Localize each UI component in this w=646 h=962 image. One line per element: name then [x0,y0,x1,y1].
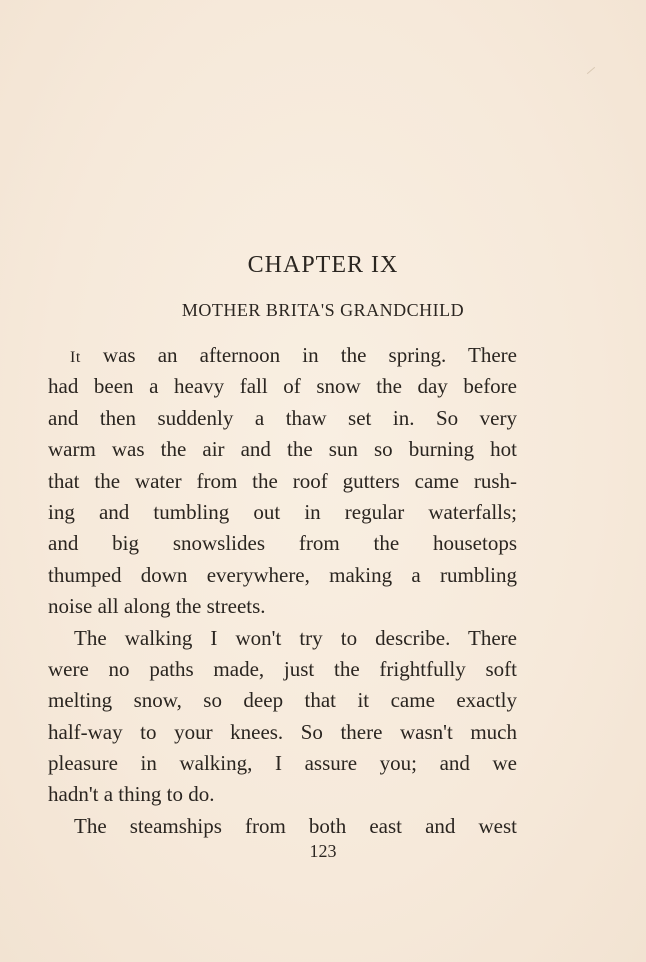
page-blemish [587,67,595,74]
body-text [48,340,517,842]
text-line: It was an afternoon in the spring. There [70,343,517,367]
chapter-heading: CHAPTER IX [247,252,399,278]
text-line: pleasure in walking, I assure you; and we [48,751,517,776]
page-number: 123 [309,841,337,861]
small-caps-opening: It [70,349,81,366]
text-line: and big snowslides from the housetops [48,531,517,556]
text-line: The walking I won't try to describe. There [74,625,517,650]
text-line: were no paths made, just the frightfully soft [48,656,517,681]
text-line: had been a heavy fall of snow the day before [48,374,517,399]
text-line: and then suddenly a thaw set in. So very [48,405,517,430]
text-line: melting snow, so deep that it came exactly [48,688,517,713]
text-line: half-way to your knees. So there wasn't much [48,719,517,744]
text-line: that the water from the roof gutters came rush- [48,468,517,493]
chapter-title: MOTHER BRITA'S GRANDCHILD [181,300,465,320]
text-line: hadn't a thing to do. [48,782,215,807]
text-line: noise all along the streets. [48,594,266,619]
text-line: thumped down everywhere, making a rumbling [48,562,517,587]
text-line: ing and tumbling out in regular waterfalls; [48,499,517,524]
text-line: warm was the air and the sun so burning hot [48,437,517,462]
text-line: The steamships from both east and west [74,813,517,838]
